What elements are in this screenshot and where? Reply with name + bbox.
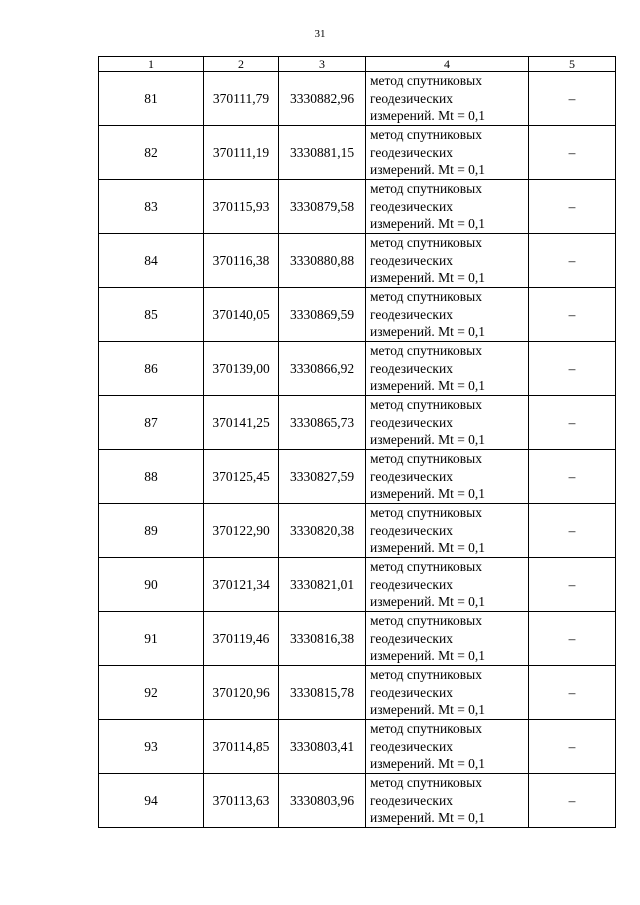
- method-line: измерений. Mt = 0,1: [370, 702, 486, 718]
- table-row: [99, 720, 616, 774]
- note-cell: –: [529, 504, 616, 558]
- point-number-cell: 84: [99, 234, 204, 288]
- table-row: [99, 72, 616, 126]
- column-header-1: 1: [99, 57, 204, 72]
- x-coordinate-cell: 370114,85: [204, 720, 279, 774]
- method-line: метод спутниковых: [370, 181, 482, 197]
- page-number: 31: [314, 28, 326, 40]
- method-line: измерений. Mt = 0,1: [370, 756, 486, 772]
- x-coordinate-cell: 370116,38: [204, 234, 279, 288]
- table-row: [99, 126, 616, 180]
- method-line: измерений. Mt = 0,1: [370, 378, 486, 394]
- column-header-4: 4: [366, 57, 529, 72]
- y-coordinate-cell: 3330827,59: [279, 450, 366, 504]
- method-cell: [366, 450, 529, 504]
- y-coordinate-cell: 3330803,41: [279, 720, 366, 774]
- method-line: геодезических: [370, 360, 453, 376]
- y-coordinate-cell: 3330882,96: [279, 72, 366, 126]
- method-line: метод спутниковых: [370, 73, 482, 89]
- y-coordinate-cell: 3330803,96: [279, 774, 366, 828]
- method-line: измерений. Mt = 0,1: [370, 216, 486, 232]
- note-cell: –: [529, 72, 616, 126]
- x-coordinate-cell: 370111,79: [204, 72, 279, 126]
- method-cell: [366, 288, 529, 342]
- note-cell: –: [529, 288, 616, 342]
- method-line: геодезических: [370, 198, 453, 214]
- note-cell: –: [529, 396, 616, 450]
- method-cell: [366, 612, 529, 666]
- method-line: измерений. Mt = 0,1: [370, 810, 486, 826]
- note-cell: –: [529, 450, 616, 504]
- point-number-cell: 87: [99, 396, 204, 450]
- method-line: геодезических: [370, 468, 453, 484]
- point-number-cell: 81: [99, 72, 204, 126]
- column-header-2: 2: [204, 57, 279, 72]
- note-cell: –: [529, 180, 616, 234]
- method-line: измерений. Mt = 0,1: [370, 648, 486, 664]
- point-number-cell: 82: [99, 126, 204, 180]
- method-line: метод спутниковых: [370, 235, 482, 251]
- y-coordinate-cell: 3330815,78: [279, 666, 366, 720]
- point-number-cell: 89: [99, 504, 204, 558]
- note-cell: –: [529, 774, 616, 828]
- point-number-cell: 93: [99, 720, 204, 774]
- x-coordinate-cell: 370140,05: [204, 288, 279, 342]
- x-coordinate-cell: 370119,46: [204, 612, 279, 666]
- table-row: [99, 450, 616, 504]
- table-row: [99, 342, 616, 396]
- method-cell: [366, 558, 529, 612]
- table-header-row: [99, 57, 616, 72]
- y-coordinate-cell: 3330881,15: [279, 126, 366, 180]
- method-cell: [366, 774, 529, 828]
- x-coordinate-cell: 370111,19: [204, 126, 279, 180]
- x-coordinate-cell: 370125,45: [204, 450, 279, 504]
- method-cell: [366, 396, 529, 450]
- x-coordinate-cell: 370122,90: [204, 504, 279, 558]
- method-cell: [366, 234, 529, 288]
- table-row: [99, 666, 616, 720]
- method-line: геодезических: [370, 90, 453, 106]
- method-line: геодезических: [370, 738, 453, 754]
- method-line: метод спутниковых: [370, 451, 482, 467]
- method-cell: [366, 666, 529, 720]
- method-line: измерений. Mt = 0,1: [370, 540, 486, 556]
- x-coordinate-cell: 370115,93: [204, 180, 279, 234]
- table-row: [99, 234, 616, 288]
- method-line: метод спутниковых: [370, 667, 482, 683]
- note-cell: –: [529, 234, 616, 288]
- method-line: метод спутниковых: [370, 397, 482, 413]
- method-line: измерений. Mt = 0,1: [370, 108, 486, 124]
- y-coordinate-cell: 3330866,92: [279, 342, 366, 396]
- table-row: [99, 612, 616, 666]
- method-line: геодезических: [370, 306, 453, 322]
- method-line: метод спутниковых: [370, 775, 482, 791]
- column-header-3: 3: [279, 57, 366, 72]
- coordinates-table: [98, 56, 616, 828]
- table-row: [99, 288, 616, 342]
- method-line: геодезических: [370, 576, 453, 592]
- x-coordinate-cell: 370141,25: [204, 396, 279, 450]
- y-coordinate-cell: 3330869,59: [279, 288, 366, 342]
- method-line: метод спутниковых: [370, 721, 482, 737]
- method-line: измерений. Mt = 0,1: [370, 486, 486, 502]
- note-cell: –: [529, 126, 616, 180]
- y-coordinate-cell: 3330880,88: [279, 234, 366, 288]
- x-coordinate-cell: 370121,34: [204, 558, 279, 612]
- method-line: метод спутниковых: [370, 505, 482, 521]
- column-header-5: 5: [529, 57, 616, 72]
- method-cell: [366, 720, 529, 774]
- method-line: измерений. Mt = 0,1: [370, 324, 486, 340]
- method-line: метод спутниковых: [370, 289, 482, 305]
- method-line: геодезических: [370, 792, 453, 808]
- point-number-cell: 83: [99, 180, 204, 234]
- method-line: измерений. Mt = 0,1: [370, 432, 486, 448]
- method-line: геодезических: [370, 144, 453, 160]
- point-number-cell: 88: [99, 450, 204, 504]
- method-line: геодезических: [370, 414, 453, 430]
- table-row: [99, 180, 616, 234]
- y-coordinate-cell: 3330816,38: [279, 612, 366, 666]
- method-line: метод спутниковых: [370, 613, 482, 629]
- note-cell: –: [529, 666, 616, 720]
- method-line: геодезических: [370, 684, 453, 700]
- note-cell: –: [529, 612, 616, 666]
- method-cell: [366, 126, 529, 180]
- point-number-cell: 91: [99, 612, 204, 666]
- method-line: измерений. Mt = 0,1: [370, 270, 486, 286]
- method-cell: [366, 180, 529, 234]
- point-number-cell: 92: [99, 666, 204, 720]
- point-number-cell: 94: [99, 774, 204, 828]
- note-cell: –: [529, 720, 616, 774]
- table-row: [99, 774, 616, 828]
- table-row: [99, 504, 616, 558]
- y-coordinate-cell: 3330820,38: [279, 504, 366, 558]
- method-line: геодезических: [370, 252, 453, 268]
- x-coordinate-cell: 370120,96: [204, 666, 279, 720]
- point-number-cell: 85: [99, 288, 204, 342]
- y-coordinate-cell: 3330865,73: [279, 396, 366, 450]
- point-number-cell: 86: [99, 342, 204, 396]
- method-line: метод спутниковых: [370, 559, 482, 575]
- method-cell: [366, 504, 529, 558]
- note-cell: –: [529, 342, 616, 396]
- method-cell: [366, 72, 529, 126]
- method-cell: [366, 342, 529, 396]
- method-line: метод спутниковых: [370, 127, 482, 143]
- method-line: измерений. Mt = 0,1: [370, 594, 486, 610]
- method-line: метод спутниковых: [370, 343, 482, 359]
- point-number-cell: 90: [99, 558, 204, 612]
- table-row: [99, 558, 616, 612]
- method-line: геодезических: [370, 630, 453, 646]
- y-coordinate-cell: 3330879,58: [279, 180, 366, 234]
- table-body: [99, 72, 616, 828]
- note-cell: –: [529, 558, 616, 612]
- table-row: [99, 396, 616, 450]
- x-coordinate-cell: 370139,00: [204, 342, 279, 396]
- y-coordinate-cell: 3330821,01: [279, 558, 366, 612]
- method-line: геодезических: [370, 522, 453, 538]
- method-line: измерений. Mt = 0,1: [370, 162, 486, 178]
- x-coordinate-cell: 370113,63: [204, 774, 279, 828]
